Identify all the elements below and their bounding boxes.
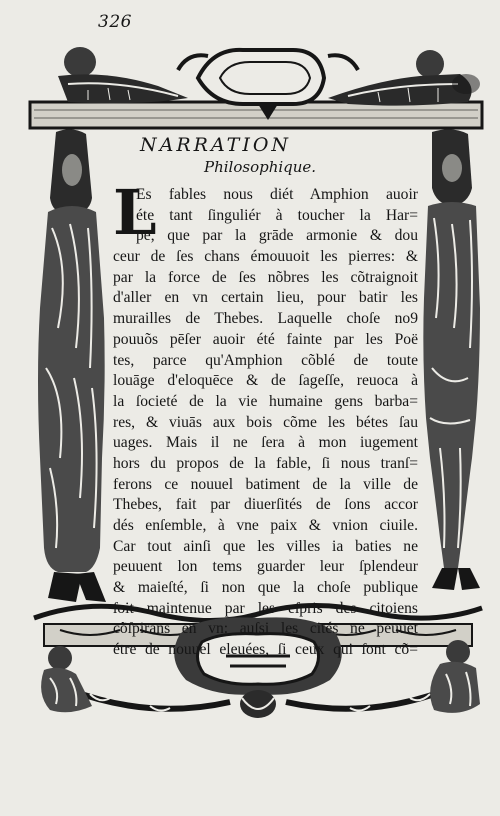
text-line: dés enſemble, à vne paix & vnion ciuile.: [113, 517, 418, 534]
page-number: 326: [98, 12, 132, 32]
text-line: ceur de ſes chans émouuoit les pierres: &: [113, 248, 418, 266]
text-line: pe, que par la grāde armonie & dou: [136, 227, 418, 245]
text-line: hors du propos de la fable, ſi nous tranſ=: [113, 454, 418, 472]
text-line: murailles de Thebes. Laquelle choſe no9: [113, 310, 418, 328]
text-line: Thebes, fait par diuerſités de ſons accor: [113, 496, 418, 514]
text-line: tes, parce qu'Amphion cõblé de toute: [113, 351, 418, 369]
top-frieze-ornament: [28, 40, 484, 132]
text-line: pouuõs pēſer auoir été fainte par les Poë: [113, 330, 418, 348]
text-line: d'aller en vn certain lieu, pour batir les: [113, 289, 418, 307]
text-line: ferons ce nouuel batiment de la ville de: [113, 475, 418, 493]
text-line: par la force de ſes nõbres les cõtraignoit: [113, 268, 418, 286]
text-line: Car tout ainſi que les villes ia baties ne: [113, 537, 418, 555]
text-line: res, & viuās aux bois cõme les bétes ſau: [113, 413, 418, 431]
text-line: la ſocieté de la vie humaine gens barba=: [113, 392, 418, 410]
section-title: NARRATION: [140, 134, 292, 156]
body-text: [113, 185, 418, 661]
text-line: cõſpirans en vn: auſsi les cités ne peuuēt: [113, 620, 418, 638]
text-line: louāge d'eloquēce & de ſageſſe, reuoca à: [113, 372, 418, 390]
text-line: ſoit maintenue par les eſpris des citoiens: [113, 599, 418, 617]
section-subtitle: Philosophique.: [204, 158, 317, 176]
text-line: Es fables nous diét Amphion auoir: [136, 186, 418, 203]
drop-cap-initial: L: [113, 176, 157, 249]
text-line: uages. Mais il ne ſera à mon iugement: [113, 434, 418, 452]
text-line: & maieſté, ſi non que la choſe publique: [113, 579, 418, 597]
text-line: peuuent lon tems guarder leur ſplendeur: [113, 558, 418, 576]
text-line: étre de nouuel eleuées, ſi ceux qui ſont cõ=: [113, 641, 418, 659]
text-line: éte tant ſinguliér à toucher la Har=: [136, 206, 418, 224]
left-pillar-figure: [30, 128, 112, 608]
right-pillar-figure: [418, 128, 486, 598]
